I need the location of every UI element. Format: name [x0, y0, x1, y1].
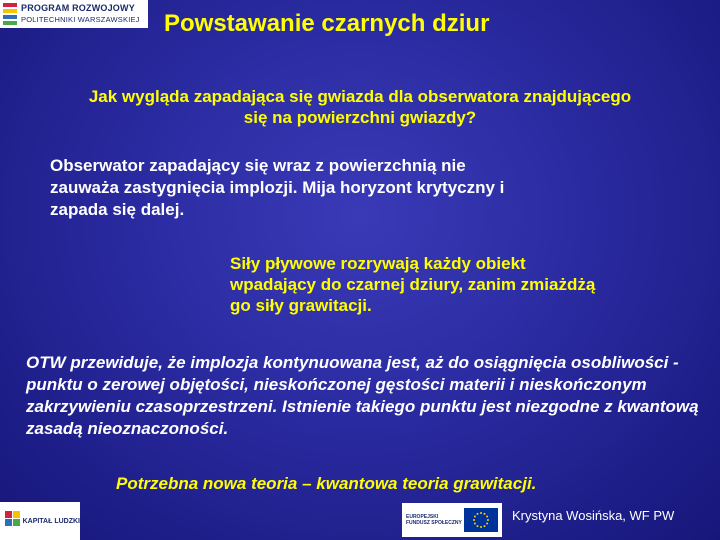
logo-eu-text: EUROPEJSKI FUNDUSZ SPOŁECZNY: [406, 514, 462, 526]
conclusion-text: Potrzebna nowa teoria – kwantowa teoria grawitacji.: [116, 474, 537, 493]
slide-title: Powstawanie czarnych dziur: [164, 10, 490, 37]
logo-line-2: POLITECHNIKI WARSZAWSKIEJ: [21, 15, 140, 24]
observer-paragraph: Obserwator zapadający się wraz z powierzchnią nie zauważa zastygnięcia implozji. Mija horyzont krytyczny i zapada się dalej.: [50, 156, 505, 219]
logo-eu: [402, 503, 502, 537]
author-credit: Krystyna Wosińska, WF PW: [512, 508, 675, 523]
logo-kapital-ludzki: [0, 502, 80, 540]
logo-line-1: PROGRAM ROZWOJOWY: [21, 3, 135, 13]
eu-flag-icon: [464, 508, 498, 532]
question-text: Jak wygląda zapadająca się gwiazda dla obserwatora znajdującego się na powierzchni gwiazdy?: [88, 87, 632, 127]
logo-kl-text: KAPITAŁ LUDZKI: [22, 517, 80, 525]
tidal-forces-paragraph: Siły pływowe rozrywają każdy obiekt wpadający do czarnej dziury, zanim zmiażdżą go siły grawitacji.: [230, 254, 596, 315]
kapital-ludzki-emblem-icon: [5, 511, 20, 531]
flag-stripes-icon: [3, 3, 17, 25]
singularity-paragraph: OTW przewiduje, że implozja kontynuowana jest, aż do osiągnięcia osobliwości - punktu o zerowej objętości, nieskończonej gęstości materii i nieskończonym zakrzywieniu czasoprzestrzeni. Istnienie takiego punktu jest niezgodne z kwantową zasadą nieoznaczoności.: [26, 353, 699, 438]
logo-program-rozwojowy: [0, 0, 148, 28]
